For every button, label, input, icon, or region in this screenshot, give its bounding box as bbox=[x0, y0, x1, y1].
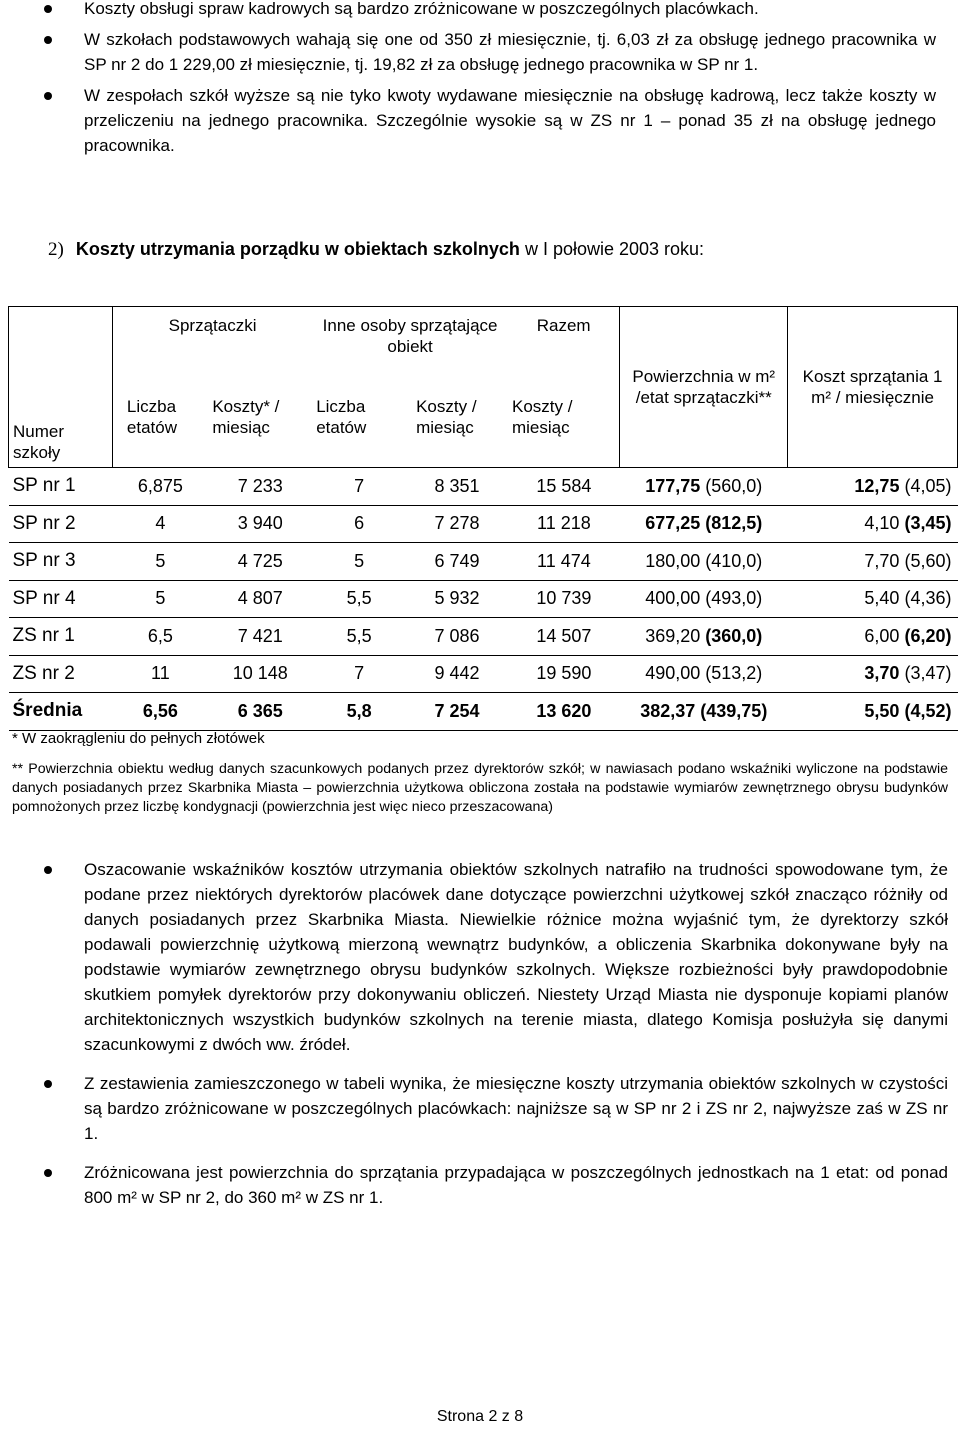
cost-value-paren: (4,36) bbox=[904, 588, 952, 609]
bullet-item bbox=[0, 857, 960, 1057]
area-value-paren: (439,75) bbox=[700, 700, 768, 721]
cell-school: SP nr 1 bbox=[9, 468, 113, 506]
cost-value-paren: (4,52) bbox=[904, 700, 952, 721]
cost-value: 5,40 bbox=[864, 588, 900, 609]
cell-cost-other: 7 278 bbox=[406, 505, 508, 543]
bullet-dot-icon bbox=[44, 1169, 52, 1177]
cell-cost-other: 8 351 bbox=[406, 468, 508, 506]
area-value-bold: 677,25 bbox=[645, 513, 701, 534]
cell-school: Średnia bbox=[9, 693, 113, 731]
cell-cost-other: 6 749 bbox=[406, 543, 508, 581]
cell-fte-cleaners: 6,5 bbox=[112, 618, 208, 656]
area-value: 369,20 bbox=[645, 625, 701, 646]
area-value: 382,37 bbox=[640, 700, 696, 721]
bullet-text: Koszty obsługi spraw kadrowych są bardzo zróżnicowane w poszczególnych placówkach. bbox=[84, 0, 759, 18]
cell-cost-other: 7 086 bbox=[406, 618, 508, 656]
area-value-bold: 177,75 bbox=[645, 475, 701, 496]
cell-fte-other: 5 bbox=[312, 543, 406, 581]
cell-school: SP nr 2 bbox=[9, 505, 113, 543]
section-title-rest: w I połowie 2003 roku: bbox=[519, 239, 705, 259]
bullet-text: Zróżnicowana jest powierzchnia do sprzątania przypadająca w poszczególnych jednostkach na 1 etat: od ponad 800 m² w SP nr 2, do 360 m² w ZS nr 1. bbox=[84, 1163, 948, 1207]
bullet-item bbox=[0, 1071, 960, 1146]
cell-cost-m2 bbox=[788, 618, 958, 656]
cell-cost-total: 11 218 bbox=[508, 505, 620, 543]
area-value-paren: (410,0) bbox=[705, 550, 763, 571]
footnote-rounding: * W zaokrągleniu do pełnych złotówek bbox=[12, 730, 265, 747]
cost-value: 4,10 bbox=[864, 513, 900, 534]
bullet-dot-icon bbox=[44, 92, 52, 100]
cost-value: 7,70 bbox=[864, 550, 900, 571]
cell-fte-cleaners: 6,56 bbox=[112, 693, 208, 731]
cost-value-paren: (3,45) bbox=[904, 513, 952, 534]
cell-area bbox=[620, 580, 788, 618]
section-number: 2) bbox=[48, 239, 64, 260]
bullet-text: Z zestawienia zamieszczonego w tabeli wynika, że miesięczne koszty utrzymania obiektów szkolnych w czystości są bardzo zróżnicowane w poszczególnych placówkach: najniższe są w SP nr 2 i ZS nr 2, najwyższe zaś w ZS nr 1. bbox=[84, 1074, 948, 1143]
cost-value: 6,00 bbox=[864, 625, 900, 646]
cell-cost-total: 14 507 bbox=[508, 618, 620, 656]
footnote-area: ** Powierzchnia obiektu według danych szacunkowych podanych przez dyrektorów szkół; w nawiasach podano wskaźniki wyliczone na podstawie danych posiadanych przez Skarbnika Miasta – powierzchnia użytkowa obliczona została na podstawie wymiarów zewnętrznego obrysu budynków pomnożonych przez liczbę kondygnacji (powierzchnia jest więc nieco przeszacowana) bbox=[12, 761, 948, 815]
header-cost-total: Koszty / miesiąc bbox=[508, 367, 620, 468]
cell-area bbox=[620, 505, 788, 543]
header-school-number: Numer szkoły bbox=[9, 307, 113, 468]
cell-cost-total: 15 584 bbox=[508, 468, 620, 506]
cell-cost-other: 7 254 bbox=[406, 693, 508, 731]
cell-cost-cleaners: 7 233 bbox=[208, 468, 312, 506]
cell-cost-cleaners: 4 725 bbox=[208, 543, 312, 581]
cell-cost-other: 5 932 bbox=[406, 580, 508, 618]
cell-fte-cleaners: 4 bbox=[112, 505, 208, 543]
bullet-text: W szkołach podstawowych wahają się one od 350 zł miesięcznie, tj. 6,03 zł za obsługę jednego pracownika w SP nr 2 do 1 229,00 zł miesięcznie, tj. 19,82 zł za obsługę jednego pracownika w SP nr 1. bbox=[84, 30, 936, 74]
cell-fte-cleaners: 11 bbox=[112, 655, 208, 693]
bullet-item bbox=[0, 0, 948, 21]
cell-fte-other: 6 bbox=[312, 505, 406, 543]
cell-cost-cleaners: 10 148 bbox=[208, 655, 312, 693]
cell-cost-m2 bbox=[788, 468, 958, 506]
page-number: Strona 2 z 8 bbox=[436, 1408, 524, 1425]
cost-value-paren: (3,47) bbox=[904, 663, 952, 684]
bullet-dot-icon bbox=[44, 1080, 52, 1088]
cell-cost-other: 9 442 bbox=[406, 655, 508, 693]
header-area-text: Powierzchnia w m² /etat sprzątaczki** bbox=[632, 367, 776, 407]
cost-value-bold: 12,75 bbox=[854, 475, 900, 496]
cell-cost-m2 bbox=[788, 580, 958, 618]
cell-fte-cleaners: 5 bbox=[112, 543, 208, 581]
cell-fte-cleaners: 5 bbox=[112, 580, 208, 618]
cell-school: ZS nr 2 bbox=[9, 655, 113, 693]
header-group-total: Razem bbox=[508, 307, 620, 368]
cell-cost-cleaners: 6 365 bbox=[208, 693, 312, 731]
area-value-paren: (360,0) bbox=[705, 625, 763, 646]
bullet-dot-icon bbox=[44, 866, 52, 874]
cell-area bbox=[620, 693, 788, 731]
cell-cost-cleaners: 7 421 bbox=[208, 618, 312, 656]
table-row bbox=[9, 655, 958, 693]
bullet-item bbox=[0, 1160, 960, 1210]
bullet-item bbox=[0, 83, 948, 158]
cell-cost-m2 bbox=[788, 543, 958, 581]
cell-fte-other: 5,8 bbox=[312, 693, 406, 731]
header-cost-text: Koszt sprzątania 1 m² / miesięcznie bbox=[802, 367, 943, 407]
area-value-paren: (493,0) bbox=[705, 588, 763, 609]
header-cost-per-m2 bbox=[788, 307, 958, 468]
cell-area bbox=[620, 618, 788, 656]
cell-cost-total: 13 620 bbox=[508, 693, 620, 731]
area-value-paren: (560,0) bbox=[705, 475, 763, 496]
cell-area bbox=[620, 655, 788, 693]
header-fte-other: Liczba etatów bbox=[312, 367, 406, 468]
cell-area bbox=[620, 543, 788, 581]
cost-value-paren: (5,60) bbox=[904, 550, 952, 571]
cell-cost-cleaners: 3 940 bbox=[208, 505, 312, 543]
cost-value-paren: (6,20) bbox=[904, 625, 952, 646]
cell-cost-cleaners: 4 807 bbox=[208, 580, 312, 618]
bullet-text: W zespołach szkół wyższe są nie tyko kwoty wydawane miesięcznie na obsługę kadrową, lecz także koszty w przeliczeniu na jednego pracownika. Szczególnie wysokie są w ZS nr 1 – ponad 35 zł na obsługę jednego pracownika. bbox=[84, 86, 936, 155]
cell-area bbox=[620, 468, 788, 506]
cost-value-paren: (4,05) bbox=[904, 475, 952, 496]
table-row-average bbox=[9, 693, 958, 731]
cost-value: 5,50 bbox=[864, 700, 900, 721]
header-cost-cleaners: Koszty* / miesiąc bbox=[208, 367, 312, 468]
cell-school: SP nr 3 bbox=[9, 543, 113, 581]
header-cost-other: Koszty / miesiąc bbox=[406, 367, 508, 468]
cleaning-cost-table bbox=[8, 306, 958, 731]
table-row bbox=[9, 580, 958, 618]
header-group-cleaners: Sprzątaczki bbox=[112, 307, 312, 368]
cell-cost-total: 10 739 bbox=[508, 580, 620, 618]
table-row bbox=[9, 618, 958, 656]
top-bullet-list bbox=[0, 0, 948, 164]
area-value-paren: (513,2) bbox=[705, 663, 763, 684]
cost-value-bold: 3,70 bbox=[864, 663, 900, 684]
header-group-other: Inne osoby sprzątające obiekt bbox=[312, 307, 508, 368]
bullet-text: Oszacowanie wskaźników kosztów utrzymania obiektów szkolnych natrafiło na trudności spowodowane tym, że podane przez niektórych dyrektorów placówek dane dotyczące powierzchni użytkowej szkół znacząco różniły od danych posiadanych przez Skarbnika Miasta. Niewielkie różnice można wyjaśnić tym, że dyrektorzy szkół podawali powierzchnię użytkową mierzoną wewnątrz budynków, a obliczenia Skarbnika dokonywane były na podstawie wymiarów zewnętrznego obrysu budynków szkolnych. Większe rozbieżności były prawdopodobnie skutkiem pomyłek dyrektorów przy dokonywaniu obliczeń. Niestety Urząd Miasta nie dysponuje kopiami planów architektonicznych wszystkich budynków szkolnych na terenie miasta, dlatego Komisja posłużyła się danymi szacunkowymi z dwóch ww. źródeł. bbox=[84, 860, 948, 1054]
section-title-bold: Koszty utrzymania porządku w obiektach szkolnych bbox=[75, 239, 520, 259]
bullet-dot-icon bbox=[44, 5, 52, 13]
cell-fte-other: 7 bbox=[312, 655, 406, 693]
cell-fte-other: 7 bbox=[312, 468, 406, 506]
cell-fte-cleaners: 6,875 bbox=[112, 468, 208, 506]
area-value-paren: (812,5) bbox=[705, 513, 763, 534]
cell-cost-total: 19 590 bbox=[508, 655, 620, 693]
table-row bbox=[9, 468, 958, 506]
bullet-dot-icon bbox=[44, 36, 52, 44]
area-value: 400,00 bbox=[645, 588, 701, 609]
cell-school: SP nr 4 bbox=[9, 580, 113, 618]
bullet-item bbox=[0, 27, 948, 77]
cell-fte-other: 5,5 bbox=[312, 618, 406, 656]
cell-fte-other: 5,5 bbox=[312, 580, 406, 618]
cell-school: ZS nr 1 bbox=[9, 618, 113, 656]
bottom-bullet-list bbox=[0, 857, 960, 1224]
header-fte-cleaners: Liczba etatów bbox=[112, 367, 208, 468]
cell-cost-total: 11 474 bbox=[508, 543, 620, 581]
table-row bbox=[9, 505, 958, 543]
area-value: 490,00 bbox=[645, 663, 701, 684]
cell-cost-m2 bbox=[788, 655, 958, 693]
cell-cost-m2 bbox=[788, 693, 958, 731]
table-row bbox=[9, 543, 958, 581]
cell-cost-m2 bbox=[788, 505, 958, 543]
section-heading bbox=[48, 236, 704, 263]
area-value: 180,00 bbox=[645, 550, 701, 571]
header-area-per-fte bbox=[620, 307, 788, 468]
